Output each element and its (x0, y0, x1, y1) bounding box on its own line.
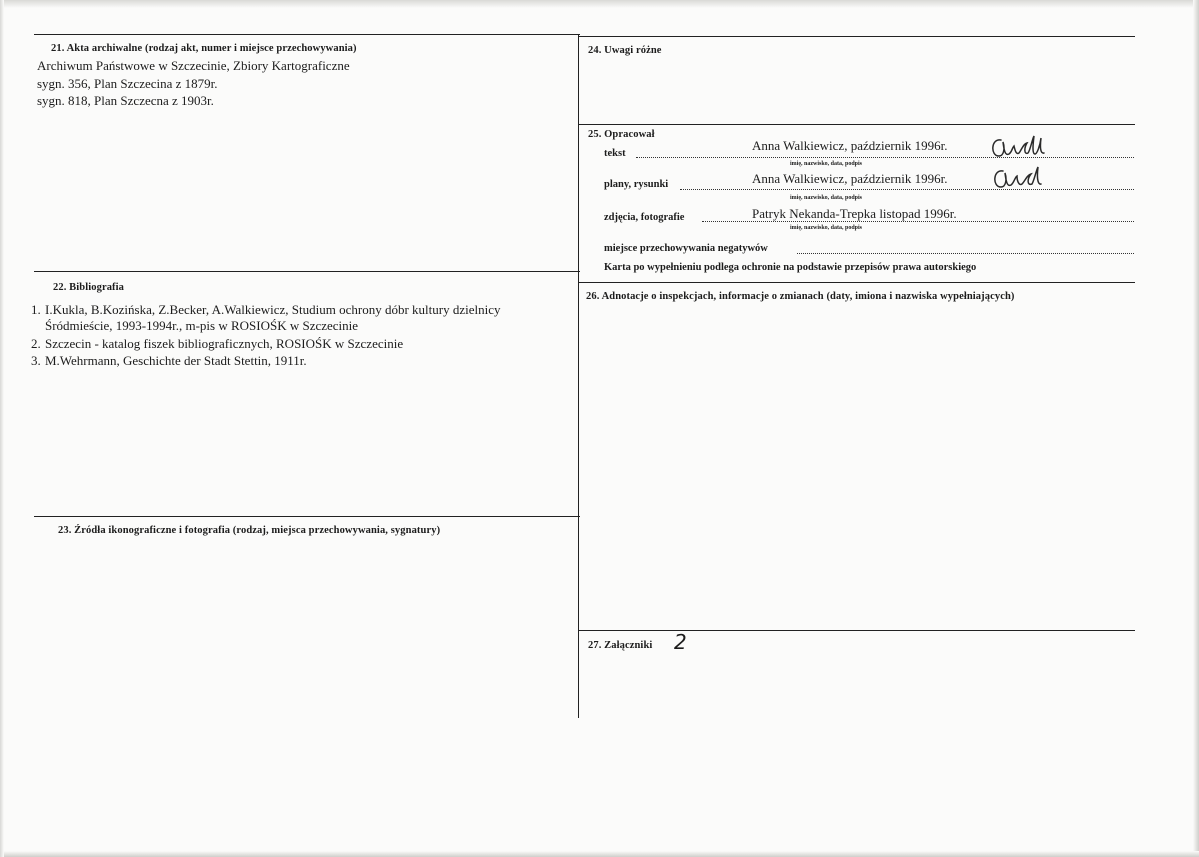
signature-icon (990, 165, 1052, 193)
zdjecia-label: zdjęcia, fotografie (604, 212, 685, 223)
copyright-note: Karta po wypełnieniu podlega ochronie na podstawie przepisów prawa autorskiego (604, 262, 977, 273)
page-edge-right (1193, 0, 1199, 857)
center-divider (578, 34, 579, 718)
negatives-label: miejsce przechowywania negatywów (604, 243, 768, 254)
page-edge-top (0, 0, 1199, 8)
section-26-label: 26. Adnotacje o inspekcjach, informacje o zmianach (daty, imiona i nazwiska wypełniających) (586, 291, 1015, 302)
divider-26-27 (579, 630, 1135, 631)
tekst-caption: imię, nazwisko, data, podpis (790, 161, 863, 167)
bibliography-item-3-line-1: M.Wehrmann, Geschichte der Stadt Stettin, 1911r. (45, 353, 307, 368)
section-21-line-1: Archiwum Państwowe w Szczecinie, Zbiory Kartograficzne (37, 58, 350, 73)
bibliography-item-3-number: 3. (31, 353, 41, 368)
section-21-line-2: sygn. 356, Plan Szczecina z 1879r. (37, 76, 218, 91)
section-21-label: 21. Akta archiwalne (rodzaj akt, numer i miejsce przechowywania) (51, 43, 357, 54)
top-border-left (34, 34, 580, 35)
section-24-label: 24. Uwagi różne (588, 45, 662, 56)
section-25-label: 25. Opracował (588, 129, 655, 140)
negatives-dotted-line (797, 253, 1134, 254)
bibliography-item-2-line-1: Szczecin - katalog fiszek bibliograficznych, ROSIOŚK w Szczecinie (45, 336, 404, 351)
page-edge-left (0, 0, 4, 857)
bibliography-item-1-line-1: I.Kukla, B.Kozińska, Z.Becker, A.Walkiewicz, Studium ochrony dóbr kultury dzielnicy (45, 302, 501, 317)
bibliography-item-2-number: 2. (31, 336, 41, 351)
divider-22-23 (34, 516, 580, 517)
plany-caption: imię, nazwisko, data, podpis (790, 195, 863, 201)
section-22-label: 22. Bibliografia (53, 282, 125, 293)
divider-24-25 (579, 124, 1135, 125)
signature-icon (988, 134, 1050, 162)
section-23-label: 23. Źródła ikonograficzne i fotografia (rodzaj, miejsca przechowywania, sygnatury) (58, 525, 441, 536)
tekst-value: Anna Walkiewicz, październik 1996r. (752, 138, 948, 153)
section-21-line-3: sygn. 818, Plan Szczecna z 1903r. (37, 93, 214, 108)
divider-21-22 (34, 271, 580, 272)
tekst-dotted-line (636, 157, 1134, 158)
page-edge-bottom (0, 851, 1199, 857)
bibliography-item-1-number: 1. (31, 302, 41, 317)
zdjecia-value: Patryk Nekanda-Trepka listopad 1996r. (752, 206, 957, 221)
attachments-count: 2 (674, 630, 687, 654)
section-27-label: 27. Załączniki (588, 640, 653, 651)
bibliography-item-1-line-2: Śródmieście, 1993-1994r., m-pis w ROSIOŚK w Szczecinie (45, 318, 359, 333)
plany-value: Anna Walkiewicz, październik 1996r. (752, 171, 948, 186)
zdjecia-dotted-line (702, 221, 1134, 222)
plany-dotted-line (680, 189, 1134, 190)
tekst-label: tekst (604, 148, 626, 159)
plany-label: plany, rysunki (604, 179, 669, 190)
zdjecia-caption: imię, nazwisko, data, podpis (790, 225, 863, 231)
top-border-right (579, 36, 1135, 37)
divider-25-26 (579, 282, 1135, 283)
